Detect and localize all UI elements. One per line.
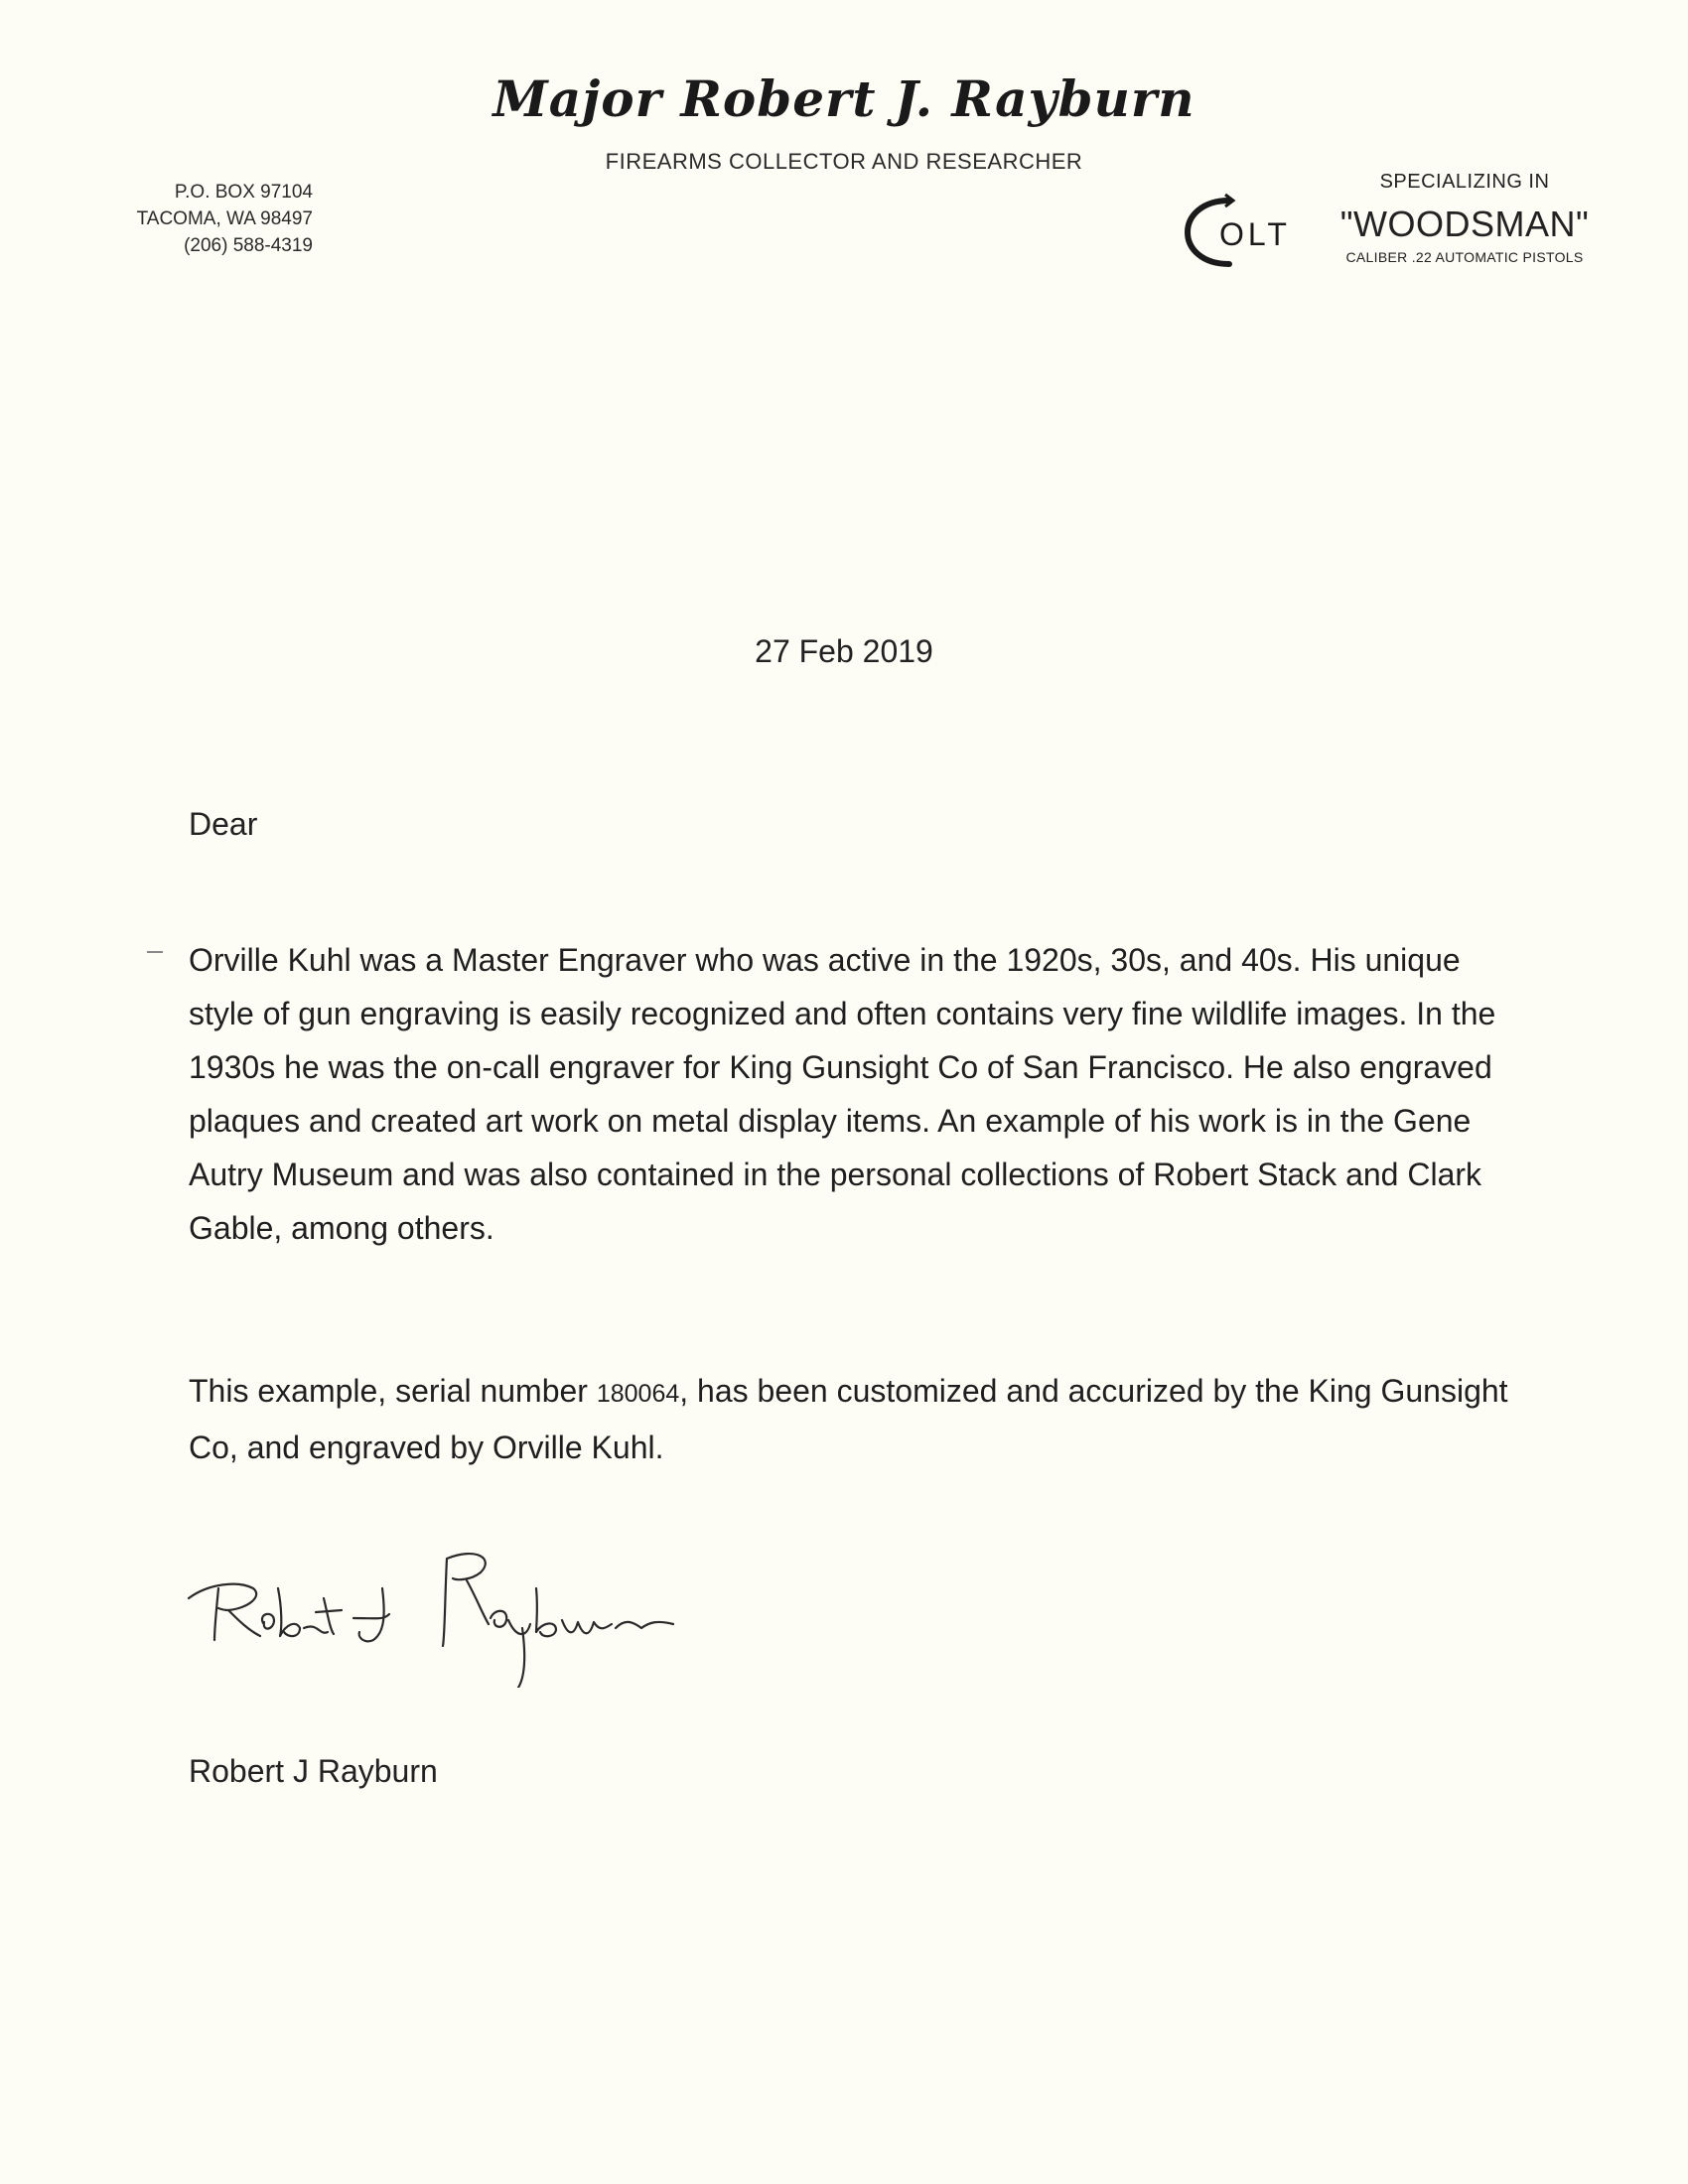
address-line-3: (206) 588-4319 <box>184 235 313 256</box>
salutation: Dear <box>189 806 258 842</box>
colt-logo-text: OLT <box>1219 216 1291 252</box>
letterhead-subtitle: FIREARMS COLLECTOR AND RESEARCHER <box>605 149 1083 174</box>
paragraph-2 <box>189 1364 1519 1474</box>
paragraph-2-end: , has been customized and accurized by the King Gunsight Co, and engraved by Orville Kuhl. <box>189 1373 1508 1465</box>
paragraph-2-start: This example, serial number <box>189 1373 597 1409</box>
letterhead-name: Major Robert J. Rayburn <box>492 69 1196 128</box>
specializing-block <box>1331 171 1599 265</box>
specializing-line-2: "WOODSMAN" <box>1339 204 1590 244</box>
specializing-line-3: CALIBER .22 AUTOMATIC PISTOLS <box>1345 249 1584 265</box>
letterhead-address <box>60 179 313 259</box>
handwritten-signature <box>179 1529 774 1688</box>
address-line-2: TACOMA, WA 98497 <box>136 208 313 229</box>
letter-date: 27 Feb 2019 <box>755 633 933 669</box>
margin-mark <box>147 951 163 953</box>
specializing-line-1: SPECIALIZING IN <box>1379 171 1550 193</box>
serial-number: 180064 <box>596 1380 680 1408</box>
address-line-1: P.O. BOX 97104 <box>174 182 313 203</box>
paragraph-1: Orville Kuhl was a Master Engraver who was active in the 1920s, 30s, and 40s. His unique style of gun engraving is easily recognized and often contains very fine wildlife images. In the 1930s he was the on-call engraver for King Gunsight Co of San Francisco. He also engraved plaques and created art work on metal display items. An example of his work is in the Gene Autry Museum and was also contained in the personal collections of Robert Stack and Clark Gable, among others. <box>189 942 1496 1246</box>
signer-name: Robert J Rayburn <box>189 1753 438 1789</box>
